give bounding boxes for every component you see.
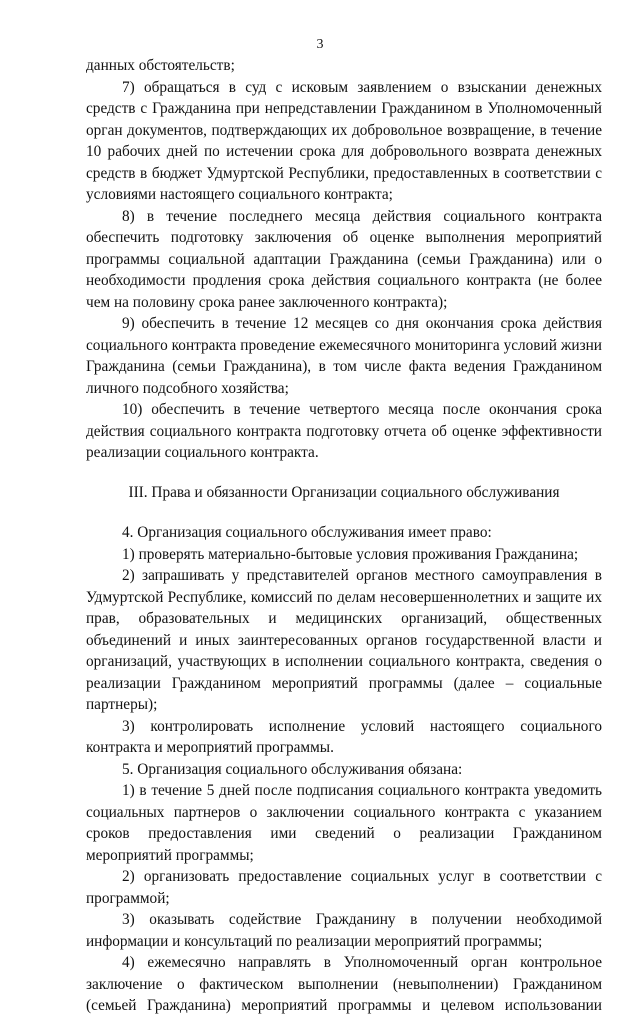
section-heading: III. Права и обязанности Организации социального обслуживания — [128, 483, 560, 501]
paragraph-clause-4-item-3: 3) контролировать исполнение условий настоящего социального контракта и мероприятий программы. — [86, 717, 602, 756]
paragraph-clause-5-item-1: 1) в течение 5 дней после подписания социального контракта уведомить социальных партнеров о заключении социального контракта с указанием сроков предоставления ими сведений о реализации Гражданином мероприятий программы; — [86, 782, 602, 864]
paragraph-clause-5-item-3: 3) оказывать содействие Гражданину в получении необходимой информации и консультаций по реализации мероприятий программы; — [86, 911, 602, 950]
document-body — [86, 55, 602, 1017]
paragraph-item-7: 7) обращаться в суд с исковым заявлением о взыскании денежных средств с Гражданина при непредставлении Гражданином в Уполномоченный орган документов, подтверждающих их добровольное возвращение, в течение 10 рабочих дней по истечении срока для добровольного возврата денежных средств в бюджет Удмуртской Республики, предоставленных в соответствии с условиями настоящего социального контракта; — [86, 78, 602, 203]
paragraph-continuation: данных обстоятельств; — [86, 57, 235, 74]
paragraph-clause-4-item-1: 1) проверять материально-бытовые условия проживания Гражданина; — [122, 545, 579, 563]
page-number: 3 — [316, 37, 324, 52]
paragraph-clause-4-item-2: 2) запрашивать у представителей органов местного самоуправления в Удмуртской Республике, комиссий по делам несовершеннолетних и защите их прав, образовательных и медицинских организаций, общественных объединений и иных заинтересованных органов государственной власти и организаций, участвующих в исполнении социального контракта, сведения о реализации Гражданином мероприятий программы (далее – социальные партнеры); — [86, 567, 602, 713]
paragraph-clause-5-item-4: 4) ежемесячно направлять в Уполномоченный орган контрольное заключение о фактическом выполнении (невыполнении) Гражданином (семьей Гражданина) мероприятий программы и целевом использовании — [86, 954, 602, 1014]
paragraph-clause-5: 5. Организация социального обслуживания обязана: — [122, 760, 463, 778]
paragraph-clause-4: 4. Организация социального обслуживания имеет право: — [122, 524, 492, 541]
paragraph-clause-5-item-2: 2) организовать предоставление социальных услуг в соответствии с программой; — [86, 868, 602, 907]
paragraph-item-8: 8) в течение последнего месяца действия социального контракта обеспечить подготовку заключения об оценке выполнения мероприятий программы социальной адаптации Гражданина (семьи Гражданина) или о необходимости продления срока действия социального контракта (не более чем на половину срока ранее заключенного контракта); — [86, 207, 602, 311]
paragraph-item-10: 10) обеспечить в течение четвертого месяца после окончания срока действия социального контракта подготовку отчета об оценке эффективности реализации социального контракта. — [86, 401, 602, 461]
paragraph-item-9: 9) обеспечить в течение 12 месяцев со дня окончания срока действия социального контракта проведение ежемесячного мониторинга условий жизни Гражданина (семьи Гражданина), в том числе факта ведения Гражданином личного подсобного хозяйства; — [86, 315, 602, 397]
